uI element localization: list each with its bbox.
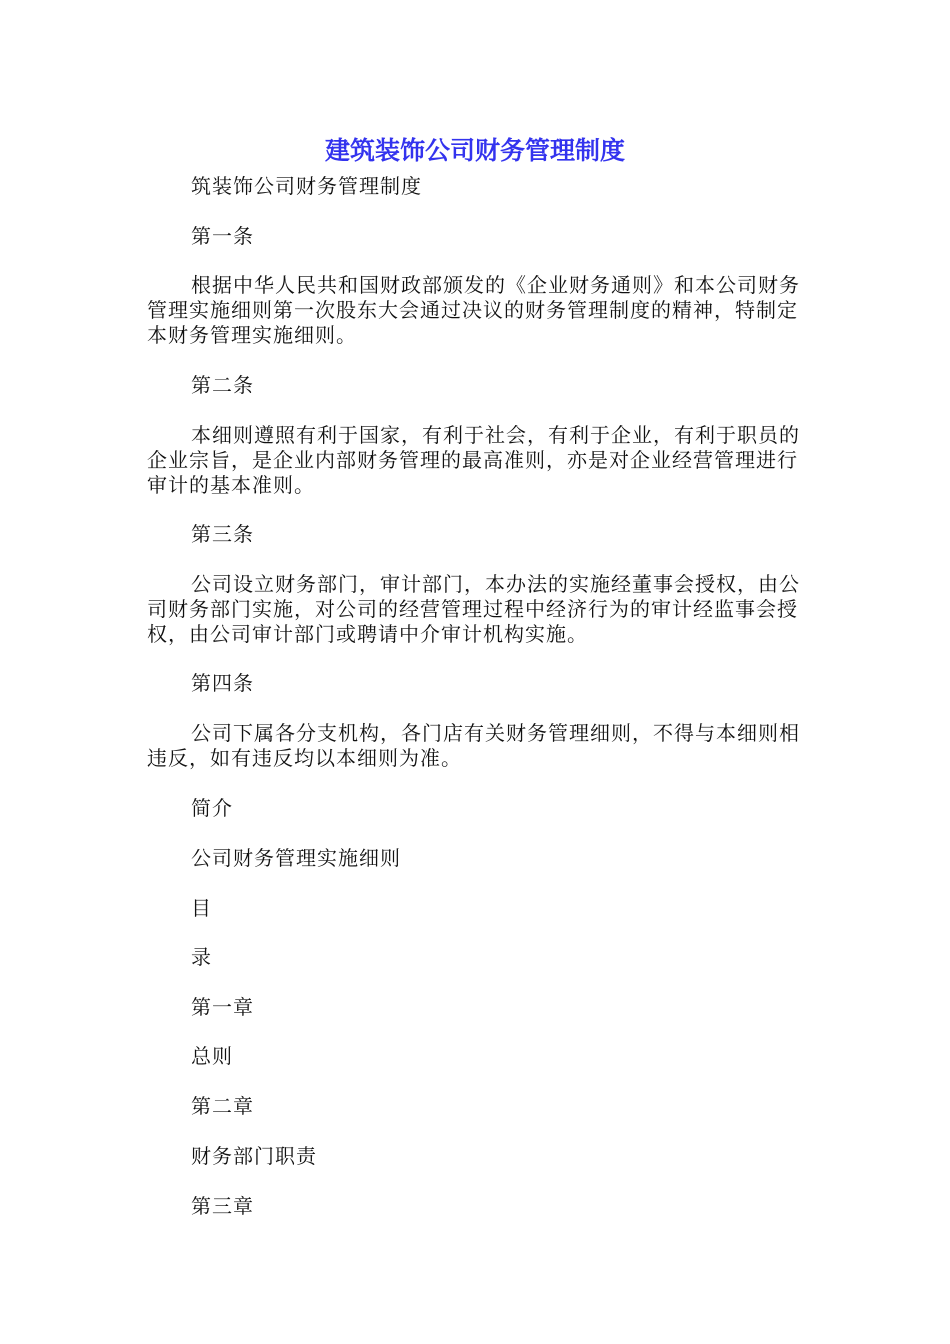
- paragraph-toc-2: 录: [191, 945, 212, 969]
- paragraph-toc-1: 目: [191, 896, 212, 920]
- document-title: 建筑装饰公司财务管理制度: [324, 136, 625, 165]
- paragraph-intro: 简介: [191, 796, 233, 820]
- paragraph-article-4-heading: 第四条: [191, 671, 254, 695]
- paragraph-chapter-3: 第三章: [191, 1194, 254, 1218]
- paragraph-chapter-2: 第二章: [191, 1094, 254, 1118]
- paragraph-rules-title: 公司财务管理实施细则: [191, 846, 401, 870]
- paragraph-article-2-heading: 第二条: [191, 373, 254, 397]
- paragraph-subtitle: 筑装饰公司财务管理制度: [191, 174, 422, 198]
- paragraph-article-3-body: 公司设立财务部门，审计部门，本办法的实施经董事会授权，由公司财务部门实施，对公司的经营管理过程中经济行为的审计经监事会授权，由公司审计部门或聘请中介审计机构实施。: [147, 572, 800, 646]
- paragraph-article-1-heading: 第一条: [191, 224, 254, 248]
- paragraph-chapter-2-title: 财务部门职责: [191, 1144, 317, 1168]
- paragraph-article-3-heading: 第三条: [191, 522, 254, 546]
- paragraph-chapter-1-title: 总则: [191, 1044, 233, 1068]
- paragraph-article-4-body: 公司下属各分支机构，各门店有关财务管理细则，不得与本细则相违反，如有违反均以本细则为准。: [147, 721, 800, 770]
- paragraph-article-1-body: 根据中华人民共和国财政部颁发的《企业财务通则》和本公司财务管理实施细则第一次股东大会通过决议的财务管理制度的精神，特制定本财务管理实施细则。: [147, 273, 800, 347]
- paragraph-article-2-body: 本细则遵照有利于国家，有利于社会，有利于企业，有利于职员的企业宗旨，是企业内部财务管理的最高准则，亦是对企业经营管理进行审计的基本准则。: [147, 423, 800, 497]
- paragraph-chapter-1: 第一章: [191, 995, 254, 1019]
